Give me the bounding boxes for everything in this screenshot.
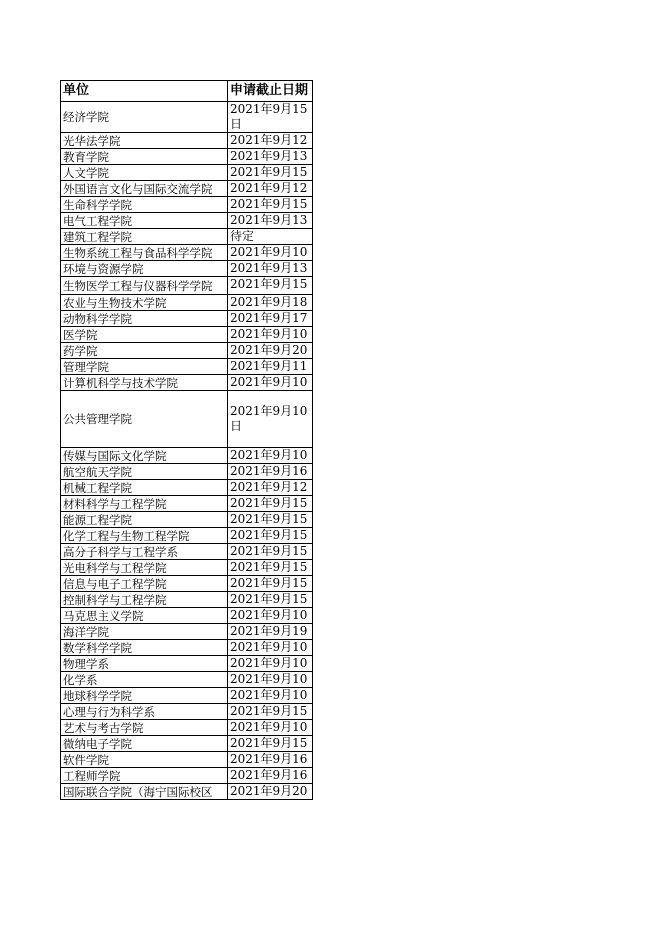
deadline-cell[interactable]: 2021年9月15 [228,512,313,528]
deadline-cell[interactable]: 2021年9月15 [228,197,313,213]
table-row [61,736,313,752]
unit-cell[interactable]: 动物科学学院 [61,311,228,327]
unit-cell[interactable]: 航空航天学院 [61,464,228,480]
deadline-cell[interactable]: 2021年9月15 [228,592,313,608]
deadline-cell[interactable]: 2021年9月18 [228,295,313,311]
table-row [61,592,313,608]
unit-cell[interactable]: 地球科学学院 [61,688,228,704]
unit-cell[interactable]: 计算机科学与技术学院 [61,375,228,391]
deadline-cell[interactable]: 2021年9月16 [228,768,313,784]
unit-cell[interactable]: 医学院 [61,327,228,343]
unit-cell[interactable]: 化学工程与生物工程学院 [61,528,228,544]
unit-cell[interactable]: 人文学院 [61,165,228,181]
unit-cell[interactable]: 生命科学学院 [61,197,228,213]
unit-cell[interactable]: 软件学院 [61,752,228,768]
table-row [61,704,313,720]
table-row [61,311,313,327]
deadline-cell[interactable]: 2021年9月15 [228,496,313,512]
table-row [61,448,313,464]
unit-cell[interactable]: 数学科学学院 [61,640,228,656]
deadline-cell[interactable]: 2021年9月16 [228,752,313,768]
unit-cell[interactable]: 生物医学工程与仪器科学学院 [61,277,228,295]
table-row [61,560,313,576]
header-unit[interactable]: 单位 [61,81,228,102]
deadline-cell[interactable]: 2021年9月15 [228,560,313,576]
table-row [61,245,313,261]
table-row [61,752,313,768]
deadline-cell[interactable]: 2021年9月11 [228,359,313,375]
table-row [61,512,313,528]
deadline-cell[interactable]: 2021年9月13 [228,149,313,165]
table-row [61,213,313,229]
table-row [61,375,313,391]
unit-cell[interactable]: 高分子科学与工程学系 [61,544,228,560]
table-row [61,359,313,375]
deadline-cell[interactable]: 2021年9月15日 [228,102,313,133]
table-row [61,277,313,295]
unit-cell[interactable]: 能源工程学院 [61,512,228,528]
table-row [61,656,313,672]
unit-cell[interactable]: 光华法学院 [61,133,228,149]
unit-cell[interactable]: 马克思主义学院 [61,608,228,624]
deadline-cell[interactable]: 2021年9月10日 [228,391,313,448]
table-row [61,149,313,165]
deadline-cell[interactable]: 2021年9月16 [228,464,313,480]
table-row [61,672,313,688]
deadline-cell[interactable]: 2021年9月13 [228,213,313,229]
table-row [61,102,313,133]
table-row [61,327,313,343]
deadline-table [60,80,313,800]
unit-cell[interactable]: 建筑工程学院 [61,229,228,245]
table-row [61,688,313,704]
deadline-cell[interactable]: 2021年9月20 [228,343,313,359]
table-row [61,624,313,640]
deadline-cell[interactable]: 2021年9月20 [228,784,313,800]
unit-cell[interactable]: 管理学院 [61,359,228,375]
unit-cell[interactable]: 教育学院 [61,149,228,165]
unit-cell[interactable]: 农业与生物技术学院 [61,295,228,311]
deadline-cell[interactable]: 2021年9月10 [228,688,313,704]
table-row [61,544,313,560]
unit-cell[interactable]: 电气工程学院 [61,213,228,229]
unit-cell[interactable]: 材料科学与工程学院 [61,496,228,512]
unit-cell[interactable]: 生物系统工程与食品科学学院 [61,245,228,261]
table-row [61,165,313,181]
table-row [61,197,313,213]
deadline-cell[interactable]: 2021年9月10 [228,375,313,391]
unit-cell[interactable]: 环境与资源学院 [61,261,228,277]
deadline-cell[interactable]: 2021年9月10 [228,245,313,261]
deadline-cell[interactable]: 2021年9月15 [228,528,313,544]
header-deadline[interactable]: 申请截止日期 [228,81,313,102]
table-row [61,576,313,592]
unit-cell[interactable]: 传媒与国际文化学院 [61,448,228,464]
unit-cell[interactable]: 控制科学与工程学院 [61,592,228,608]
deadline-cell[interactable]: 2021年9月13 [228,261,313,277]
table-row [61,229,313,245]
table-row [61,181,313,197]
table-row [61,343,313,359]
unit-cell[interactable]: 心理与行为科学系 [61,704,228,720]
header-row [61,81,313,102]
unit-cell[interactable]: 国际联合学院（海宁国际校区 [61,784,228,800]
unit-cell[interactable]: 光电科学与工程学院 [61,560,228,576]
table-body [61,102,313,800]
table-row [61,640,313,656]
table-row [61,295,313,311]
unit-cell[interactable]: 微纳电子学院 [61,736,228,752]
deadline-cell[interactable]: 2021年9月10 [228,448,313,464]
table-row [61,464,313,480]
deadline-cell[interactable]: 2021年9月19 [228,624,313,640]
deadline-cell[interactable]: 2021年9月12 [228,133,313,149]
deadline-cell[interactable]: 2021年9月15 [228,576,313,592]
unit-cell[interactable]: 化学系 [61,672,228,688]
unit-cell[interactable]: 药学院 [61,343,228,359]
table-row [61,608,313,624]
deadline-cell[interactable]: 2021年9月15 [228,277,313,295]
unit-cell[interactable]: 机械工程学院 [61,480,228,496]
table-row [61,720,313,736]
deadline-cell[interactable]: 2021年9月12 [228,181,313,197]
unit-cell[interactable]: 经济学院 [61,102,228,133]
unit-cell[interactable]: 海洋学院 [61,624,228,640]
unit-cell[interactable]: 物理学系 [61,656,228,672]
unit-cell[interactable]: 公共管理学院 [61,391,228,448]
table-row [61,768,313,784]
table-row [61,784,313,800]
unit-cell[interactable]: 艺术与考古学院 [61,720,228,736]
unit-cell[interactable]: 外国语言文化与国际交流学院 [61,181,228,197]
deadline-cell[interactable]: 2021年9月15 [228,165,313,181]
deadline-cell[interactable]: 2021年9月15 [228,704,313,720]
deadline-cell[interactable]: 2021年9月10 [228,720,313,736]
deadline-cell[interactable]: 待定 [228,229,313,245]
table-row [61,528,313,544]
table-row [61,480,313,496]
deadline-cell[interactable]: 2021年9月10 [228,608,313,624]
deadline-cell[interactable]: 2021年9月10 [228,656,313,672]
deadline-cell[interactable]: 2021年9月10 [228,327,313,343]
table-row [61,261,313,277]
unit-cell[interactable]: 信息与电子工程学院 [61,576,228,592]
deadline-cell[interactable]: 2021年9月10 [228,672,313,688]
table-row [61,391,313,448]
table-row [61,133,313,149]
deadline-cell[interactable]: 2021年9月15 [228,736,313,752]
deadline-cell[interactable]: 2021年9月15 [228,544,313,560]
table-row [61,496,313,512]
deadline-cell[interactable]: 2021年9月10 [228,640,313,656]
deadline-cell[interactable]: 2021年9月17 [228,311,313,327]
unit-cell[interactable]: 工程师学院 [61,768,228,784]
deadline-cell[interactable]: 2021年9月12 [228,480,313,496]
